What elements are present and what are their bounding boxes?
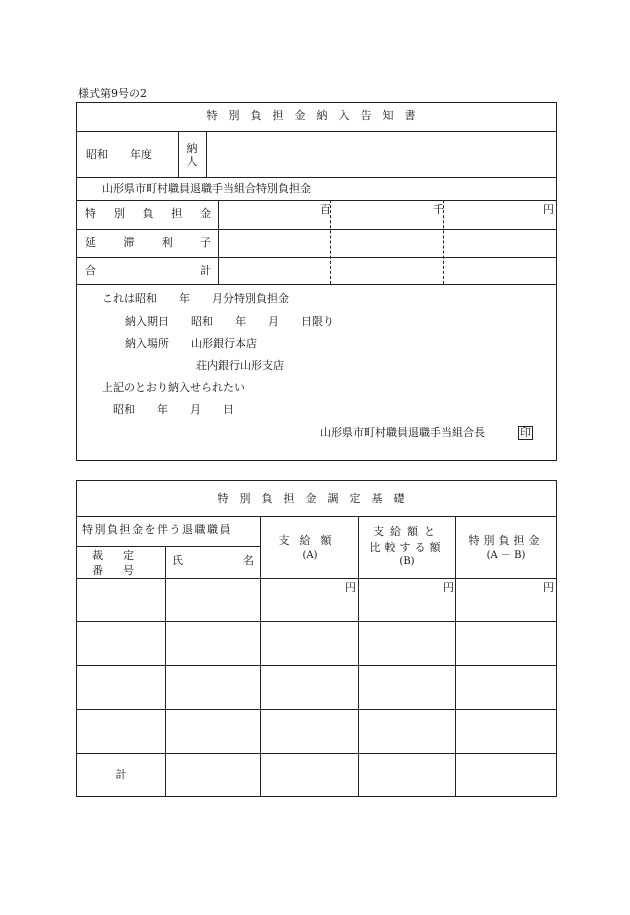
unit-yen-b: 円 bbox=[443, 581, 454, 594]
row-label-special-charge: 特 別 負 担 金 bbox=[85, 207, 211, 220]
late-interest-amount-field[interactable] bbox=[219, 230, 556, 256]
total-amount-field[interactable] bbox=[219, 258, 556, 283]
divider bbox=[260, 516, 261, 797]
divider bbox=[76, 546, 260, 547]
body-line-request: 上記のとおり納入せられたい bbox=[102, 381, 245, 394]
body-line-month: これは昭和 年 月分特別負担金 bbox=[102, 292, 289, 305]
unit-hundred: 百 bbox=[320, 203, 331, 216]
col-header-name: 氏 名 bbox=[172, 554, 254, 567]
row-label-late-interest: 延 滞 利 子 bbox=[85, 236, 211, 249]
divider bbox=[178, 131, 179, 177]
col-header-a-sub: (A) bbox=[302, 550, 318, 561]
divider bbox=[76, 284, 557, 285]
table-row[interactable] bbox=[77, 622, 165, 665]
col-header-a: 支給額 bbox=[278, 534, 342, 547]
unit-yen: 円 bbox=[543, 203, 554, 216]
association-name: 山形県市町村職員退職手当組合特別負担金 bbox=[102, 182, 311, 195]
divider bbox=[165, 546, 166, 797]
divider bbox=[358, 516, 359, 797]
group-header: 特別負担金を伴う退職職員 bbox=[82, 523, 232, 536]
divider bbox=[455, 516, 456, 797]
notice-title: 特別負担金納入告知書 bbox=[206, 109, 427, 122]
col-header-c: 特別負担金 bbox=[468, 534, 544, 547]
unit-yen-a: 円 bbox=[345, 581, 356, 594]
total-label: 計 bbox=[115, 768, 127, 781]
unit-yen-c: 円 bbox=[543, 581, 554, 594]
era-year-label: 昭和 年度 bbox=[86, 148, 152, 161]
payer-field[interactable] bbox=[207, 132, 556, 176]
unit-thousand: 千 bbox=[433, 203, 444, 216]
col-header-id: 裁定番号 bbox=[92, 549, 152, 577]
issuer-name: 山形県市町村職員退職手当組合長 bbox=[320, 426, 485, 439]
col-header-c-sub: (A － B) bbox=[486, 550, 526, 561]
seal-label: 印 bbox=[520, 426, 531, 439]
col-header-b-line1: 支給額と bbox=[373, 525, 441, 538]
table-row[interactable] bbox=[77, 579, 165, 621]
divider bbox=[76, 516, 557, 517]
table-row[interactable] bbox=[77, 666, 165, 709]
special-charge-amount-field[interactable] bbox=[219, 214, 556, 228]
divider bbox=[76, 177, 557, 178]
seal-mark bbox=[518, 426, 533, 440]
table-row-divider bbox=[76, 753, 557, 754]
form-number: 様式第9号の2 bbox=[78, 87, 147, 100]
col-header-b-sub: (B) bbox=[399, 556, 415, 567]
table-row[interactable] bbox=[77, 710, 165, 753]
body-line-place: 納入場所 山形銀行本店 bbox=[125, 337, 257, 350]
body-line-due-date: 納入期日 昭和 年 月 日限り bbox=[125, 315, 334, 328]
divider bbox=[76, 200, 557, 201]
row-label-total: 合 計 bbox=[85, 264, 211, 277]
basis-title: 特別負担金調定基礎 bbox=[217, 492, 416, 505]
body-line-date: 昭和 年 月 日 bbox=[113, 403, 234, 416]
body-line-place-2: 荘内銀行山形支店 bbox=[196, 359, 284, 372]
payer-label: 納人 bbox=[186, 142, 198, 168]
col-header-b-line2: 比較する額 bbox=[369, 541, 445, 554]
